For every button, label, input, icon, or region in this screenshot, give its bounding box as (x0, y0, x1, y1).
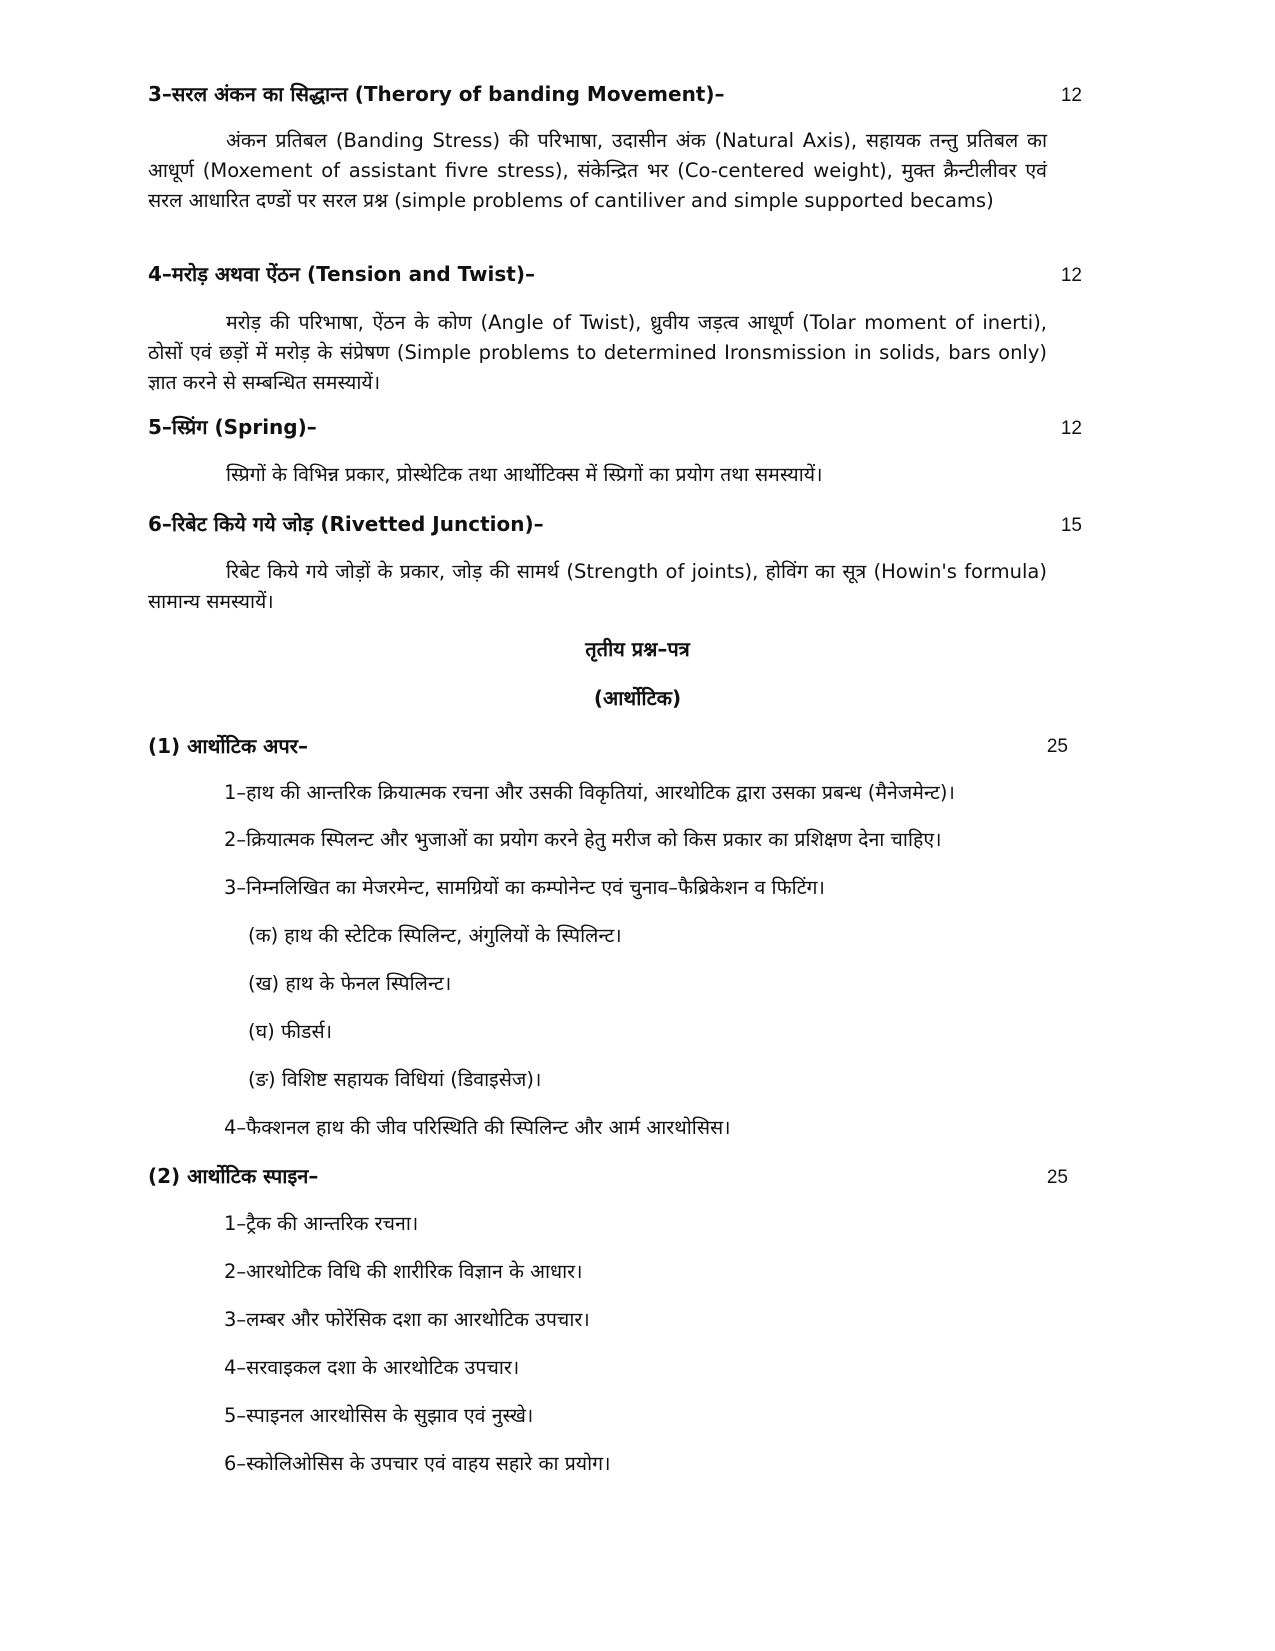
unit-4-heading: 4–मरोड़ अथवा ऐंठन (Tension and Twist)– (148, 262, 535, 286)
part-1-subitem-nga: (ङ) विशिष्ट सहायक विधियां (डिवाइसेज)। (248, 1068, 542, 1091)
part-1-item-3: 3–निम्नलिखित का मेजरमेन्ट, सामग्रियों का कम्पोनेन्ट एवं चुनाव–फैब्रिकेशन व फिटिंग। (224, 876, 825, 899)
unit-5-heading: 5–स्प्रिंग (Spring)– (148, 415, 317, 439)
unit-5-body: स्प्रिगों के विभिन्न प्रकार, प्रोस्थेटिक तथा आर्थोटिक्स में स्प्रिगों का प्रयोग तथा समस्यायें। (226, 463, 823, 486)
part-2-heading: (2) आर्थोटिक स्पाइन– (148, 1164, 319, 1188)
part-1-item-2: 2–क्रियात्मक स्पिलन्ट और भुजाओं का प्रयोग करने हेतु मरीज को किस प्रकार का प्रशिक्षण देना चाहिए। (224, 828, 942, 851)
unit-4-body: मरोड़ की परिभाषा, ऐंठन के कोण (Angle of Twist), ध्रुवीय जड़त्व आधूर्ण (Tolar moment of inerti), ठोसों एवं छड़ों में मरोड़ के संप्रेषण (Simple problems to determined Ironsmission in solids, bars only) ज्ञात करने से सम्बन्धित समस्यायें। (148, 311, 1047, 394)
part-1-subitem-gha: (घ) फीडर्स। (248, 1020, 333, 1043)
paper-title: तृतीय प्रश्न–पत्र (585, 637, 690, 661)
part-2-item-1: 1–ट्रैक की आन्तरिक रचना। (224, 1212, 419, 1235)
unit-3-body: अंकन प्रतिबल (Banding Stress) की परिभाषा, उदासीन अंक (Natural Axis), सहायक तन्तु प्रतिबल का आधूर्ण (Moxement of assistant fivre stress), संकेन्द्रित भर (Co-centered weight), मुक्त क्रैन्टीलीवर एवं सरल आधारित दण्डों पर सरल प्रश्न (simple problems of cantiliver and simple supported becams) (148, 129, 1047, 212)
unit-6-heading: 6–रिबेट किये गये जोड़ (Rivetted Junction)– (148, 512, 544, 536)
part-1-item-1: 1–हाथ की आन्तरिक क्रियात्मक रचना और उसकी विकृतियां, आरथोटिक द्वारा उसका प्रबन्ध (मैनेजमेन्ट)। (224, 781, 955, 804)
unit-4-marks: 12 (1060, 265, 1082, 286)
part-2-item-6: 6–स्कोलिओसिस के उपचार एवं वाहय सहारे का प्रयोग। (224, 1452, 611, 1475)
unit-3-heading: 3–सरल अंकन का सिद्धान्त (Therory of banding Movement)– (148, 82, 725, 106)
unit-5-marks: 12 (1060, 418, 1082, 439)
part-1-subitem-kha: (ख) हाथ के फेनल स्पिलिन्ट। (248, 972, 452, 995)
unit-6-body: रिबेट किये गये जोड़ों के प्रकार, जोड़ की सामर्थ (Strength of joints), होविंग का सूत्र (Howin's formula) सामान्य समस्यायें। (148, 560, 1047, 613)
part-2-item-5: 5–स्पाइनल आरथोसिस के सुझाव एवं नुस्खे। (224, 1404, 534, 1427)
unit-3-marks: 12 (1060, 85, 1082, 106)
part-1-item-4: 4–फैक्शनल हाथ की जीव परिस्थिति की स्पिलिन्ट और आर्म आरथोसिस। (224, 1116, 731, 1139)
part-2-marks: 25 (1046, 1167, 1068, 1188)
part-2-item-3: 3–लम्बर और फोरेंसिक दशा का आरथोटिक उपचार। (224, 1308, 590, 1331)
part-2-item-4: 4–सरवाइकल दशा के आरथोटिक उपचार। (224, 1356, 520, 1379)
part-1-marks: 25 (1046, 736, 1068, 757)
part-2-item-2: 2–आरथोटिक विधि की शारीरिक विज्ञान के आधार। (224, 1260, 583, 1283)
part-1-subitem-ka: (क) हाथ की स्टेटिक स्पिलिन्ट, अंगुलियों के स्पिलिन्ट। (248, 924, 622, 947)
paper-subtitle: (आर्थोटिक) (593, 686, 682, 710)
part-1-heading: (1) आर्थोटिक अपर– (148, 734, 308, 758)
unit-6-marks: 15 (1060, 515, 1082, 536)
